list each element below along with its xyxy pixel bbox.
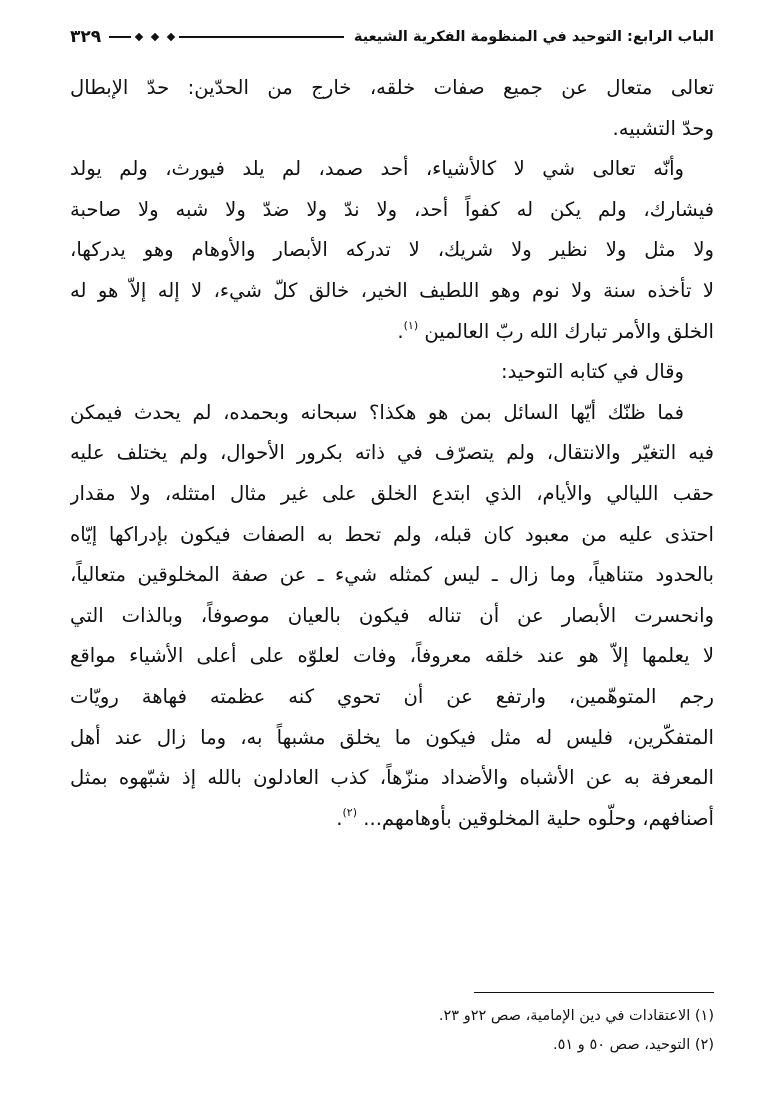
text-line: ولا مثل ولا نظير ولا شريك، لا تدركه الأبصار والأوهام وهو يدركها، [70,238,714,262]
text-line: فيه التغيّر والانتقال، ولم يتصرّف في ذاته بكرور الأحوال، ولم يختلف عليه [70,441,714,465]
text-line: فما ظنّك أيّها السائل بمن هو هكذا؟ سبحانه وبحمده، لم يحدث فيمكن [70,400,684,424]
page-number: ٣٢٩ [70,27,102,47]
footnote-ref: (١) [403,318,419,332]
text-line: وانحسرت الأبصار عن أن تناله فيكون بالعيان موصوفاً، وبالذات التي [70,603,714,627]
text-line: المتفكّرين، فليس له مثل فيكون ما يخلق مشبهاً به، وما زال عند أهل [70,725,714,749]
text-line: وحدّ التشبيه. [612,116,714,140]
text-line: أصنافهم، وحلّوه حلية المخلوقين بأوهامهم... $^{(٢)}$. [336,805,714,830]
text-line: وأنّه تعالى شي لا كالأشياء، أحد صمد، لم يلد فيورث، ولم يولد [70,157,684,181]
text-line: فيشارك، ولم يكن له كفواً أحد، ولا ندّ ولا ضدّ ولا شبه ولا صاحبة [70,197,714,221]
footnotes [70,1002,714,1060]
text-line: رجم المتوهّمين، وارتفع عن أن تحوي كنه عظمته فهاهة رويّات [70,684,714,708]
text-line: حقب الليالي والأيام، الذي ابتدع الخلق على غير مثال امتثله، ولا مقدار [70,481,714,505]
text-line: لا تأخذه سنة ولا نوم وهو اللطيف الخير، خالق كلّ شيء، لا إله إلاّ هو له [70,278,714,302]
footnote: (٢) التوحيد، صص ٥٠ و ٥١. [553,1037,714,1053]
text-line: وقال في كتابه التوحيد: [501,360,684,384]
footnote-separator [474,992,714,993]
body-text [70,68,714,839]
text-line: احتذى عليه من معبود كان قبله، ولم تحط به الصفات فيكون بإدراكها إيّاه [70,522,714,546]
text-line: المعرفة به عن الأشباه والأضداد منزّهاً، كذب العادلون بالله إذ شبّهوه بمثل [70,766,714,790]
text-line: الخلق والأمر تبارك الله ربّ العالمين $^{(١)}$. [397,318,714,343]
text-line: لا يعلمها إلاّ هو عند خلقه معروفاً، وفات لعلوّه على أعلى الأشياء مواقع [70,644,714,668]
footnote-ref: (٢) [342,805,358,819]
header-ornament [109,34,344,40]
text-line: تعالى متعال عن جميع صفات خلقه، خارج من الحدّين: حدّ الإبطال [70,76,714,99]
text-line: بالحدود متناهياً، وما زال ـ ليس كمثله شيء ـ عن صفة المخلوقين متعالياً، [70,563,714,587]
running-title: الباب الرابع: التوحيد في المنظومة الفكرية الشيعية [353,29,714,45]
footnote: (١) الاعتقادات في دين الإمامية، صص ٢٢و ٢٣. [438,1008,714,1024]
page-header [70,20,714,54]
